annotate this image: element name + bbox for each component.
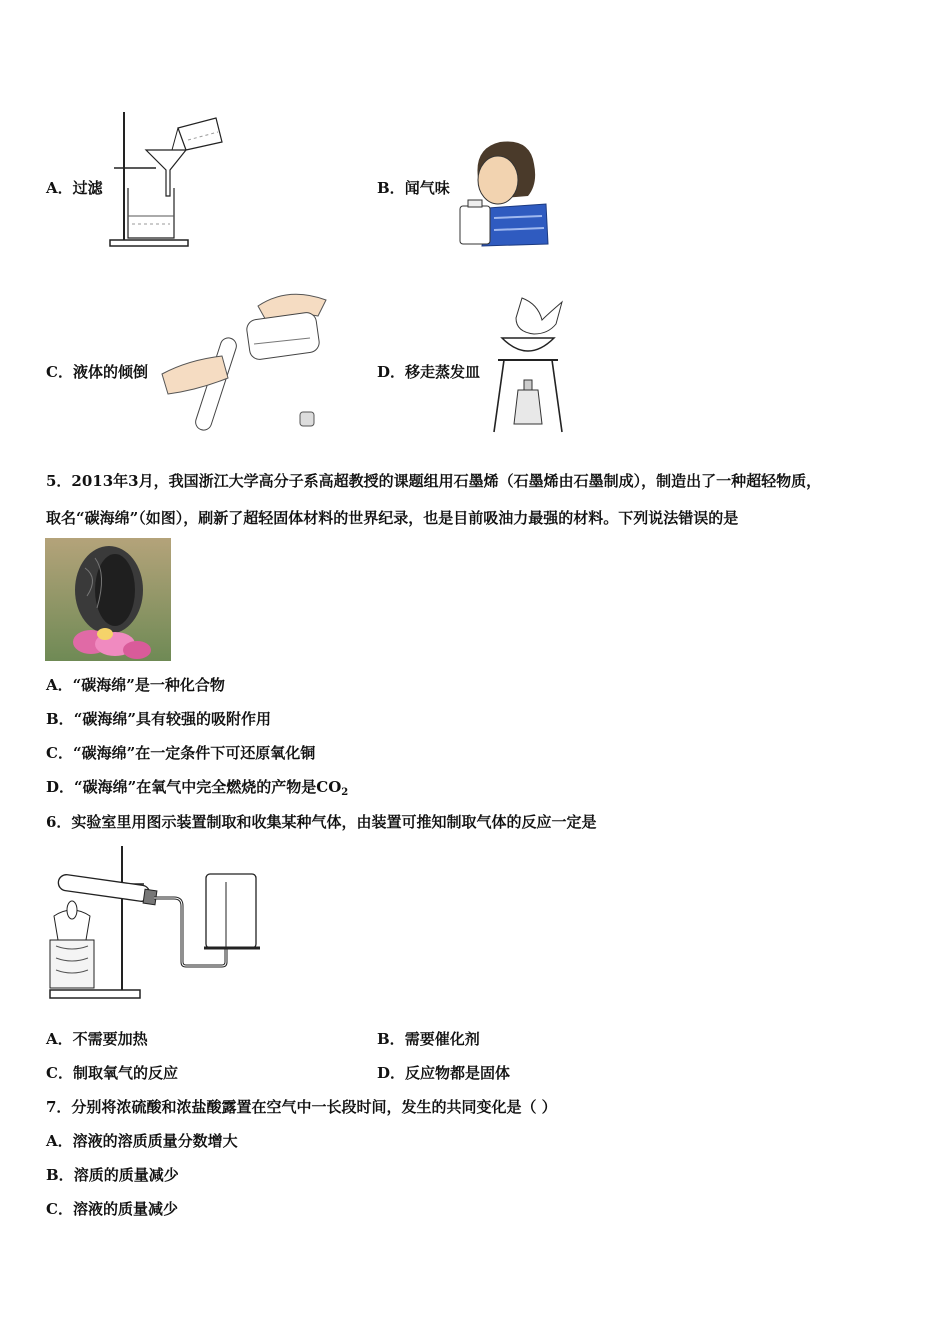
q7-stem: 7．分别将浓硫酸和浓盐酸露置在空气中一长段时间，发生的共同变化是（ ） bbox=[46, 1098, 557, 1116]
q5-option-c[interactable] bbox=[46, 742, 315, 763]
q4-option-a[interactable] bbox=[46, 177, 103, 198]
option-letter: A． bbox=[46, 676, 73, 694]
option-letter: B． bbox=[377, 179, 405, 197]
q6-option-c[interactable] bbox=[46, 1062, 178, 1083]
option-letter: D． bbox=[377, 363, 406, 381]
option-text: 反应物都是固体 bbox=[405, 1064, 511, 1082]
q4-option-c[interactable] bbox=[46, 361, 148, 382]
q7-option-b[interactable] bbox=[46, 1164, 179, 1185]
option-text: 溶质的质量减少 bbox=[73, 1166, 179, 1184]
evaporating-dish-figure bbox=[488, 294, 568, 436]
q5-stem-line1: 5．2013年3月，我国浙江大学高分子系高超教授的课题组用石墨烯（石墨烯由石墨制成），制造出了一种超轻物质， bbox=[46, 472, 822, 490]
option-text: “碳海绵”在一定条件下可还原氧化铜 bbox=[72, 744, 316, 762]
option-letter: B． bbox=[377, 1030, 405, 1048]
option-text: 需要催化剂 bbox=[404, 1030, 480, 1048]
q5-stem-line2: 取名“碳海绵”（如图），刷新了超轻固体材料的世界纪录，也是目前吸油力最强的材料。下列说法错误的是 bbox=[46, 509, 739, 527]
carbon-sponge-photo bbox=[45, 538, 171, 661]
q7-option-c[interactable] bbox=[46, 1198, 178, 1219]
q6-option-a[interactable] bbox=[46, 1028, 148, 1049]
gas-generation-apparatus-figure bbox=[44, 842, 264, 1004]
q4-option-d[interactable] bbox=[377, 361, 480, 382]
option-letter: D． bbox=[377, 1064, 406, 1082]
q6-stem: 6．实验室里用图示装置制取和收集某种气体，由装置可推知制取气体的反应一定是 bbox=[46, 813, 597, 831]
liquid-pouring-figure bbox=[158, 286, 332, 436]
option-text: “碳海绵”具有较强的吸附作用 bbox=[73, 710, 271, 728]
option-text: 溶液的溶质质量分数增大 bbox=[72, 1132, 238, 1150]
option-letter: B． bbox=[46, 1166, 74, 1184]
option-text: 液体的倾倒 bbox=[72, 363, 148, 381]
option-text: “碳海绵”在氧气中完全燃烧的产物是CO bbox=[74, 778, 342, 796]
option-letter: A． bbox=[46, 179, 73, 197]
option-letter: C． bbox=[46, 1064, 73, 1082]
q5-option-a[interactable] bbox=[46, 674, 225, 695]
q6-option-d[interactable] bbox=[377, 1062, 510, 1083]
option-text: 不需要加热 bbox=[72, 1030, 148, 1048]
option-text: 制取氧气的反应 bbox=[72, 1064, 178, 1082]
q4-option-b[interactable] bbox=[377, 177, 450, 198]
option-text: 过滤 bbox=[72, 179, 103, 197]
subscript: 2 bbox=[341, 787, 349, 798]
option-text: 闻气味 bbox=[404, 179, 450, 197]
option-letter: B． bbox=[46, 710, 74, 728]
filtration-apparatus-figure bbox=[104, 104, 230, 250]
q7-option-a[interactable] bbox=[46, 1130, 238, 1151]
q6-option-b[interactable] bbox=[377, 1028, 480, 1049]
option-letter: D． bbox=[46, 778, 75, 796]
q5-option-b[interactable] bbox=[46, 708, 271, 729]
option-letter: A． bbox=[46, 1132, 73, 1150]
option-letter: C． bbox=[46, 744, 73, 762]
option-letter: A． bbox=[46, 1030, 73, 1048]
option-letter: C． bbox=[46, 1200, 73, 1218]
option-text: 溶液的质量减少 bbox=[72, 1200, 178, 1218]
option-letter: C． bbox=[46, 363, 73, 381]
option-text: “碳海绵”是一种化合物 bbox=[72, 676, 225, 694]
q5-option-d[interactable] bbox=[46, 776, 348, 798]
option-text: 移走蒸发皿 bbox=[405, 363, 481, 381]
smelling-gas-figure bbox=[458, 138, 552, 250]
